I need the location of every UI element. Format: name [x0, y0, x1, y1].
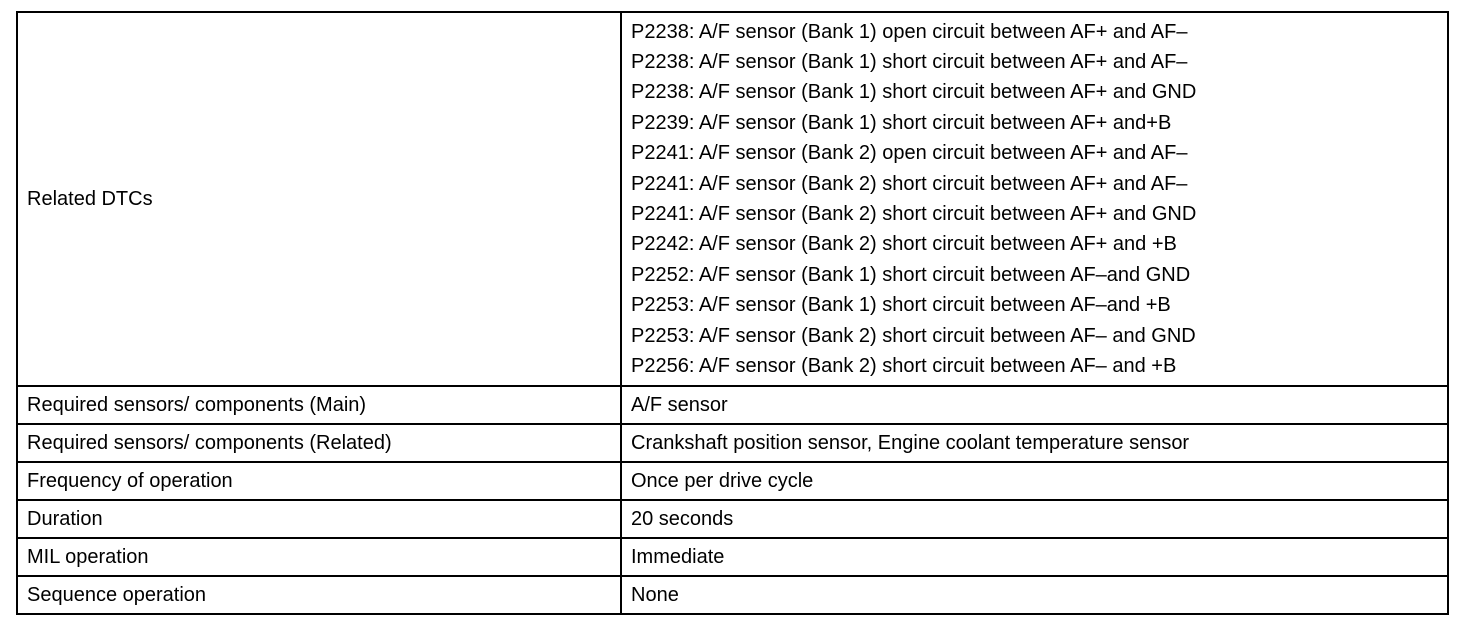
dtc-code: P2241: A/F sensor (Bank 2) short circuit between AF+ and AF–	[631, 172, 1188, 195]
related-dtcs-list	[621, 12, 1448, 386]
row-value: Crankshaft position sensor, Engine coolant temperature sensor	[621, 424, 1448, 462]
dtc-code: P2253: A/F sensor (Bank 1) short circuit between AF–and +B	[631, 294, 1171, 317]
duration-row	[17, 500, 1448, 538]
dtc-code: P2241: A/F sensor (Bank 2) open circuit between AF+ and AF–	[631, 142, 1188, 165]
row-label: Sequence operation	[17, 576, 621, 614]
dtc-code: P2242: A/F sensor (Bank 2) short circuit between AF+ and +B	[631, 233, 1177, 256]
row-label: Duration	[17, 500, 621, 538]
row-label: Frequency of operation	[17, 462, 621, 500]
dtc-code: P2238: A/F sensor (Bank 1) short circuit between AF+ and GND	[631, 81, 1197, 104]
row-value: Immediate	[621, 538, 1448, 576]
dtc-code: P2256: A/F sensor (Bank 2) short circuit between AF– and +B	[631, 354, 1177, 377]
row-label: Required sensors/ components (Related)	[17, 424, 621, 462]
dtc-code: P2238: A/F sensor (Bank 1) open circuit between AF+ and AF–	[631, 20, 1188, 43]
row-label: Required sensors/ components (Main)	[17, 386, 621, 424]
row-value: 20 seconds	[621, 500, 1448, 538]
dtc-code: P2239: A/F sensor (Bank 1) short circuit between AF+ and+B	[631, 111, 1172, 134]
row-value: A/F sensor	[621, 386, 1448, 424]
required-related-row	[17, 424, 1448, 462]
row-value: Once per drive cycle	[621, 462, 1448, 500]
frequency-row	[17, 462, 1448, 500]
dtc-code: P2252: A/F sensor (Bank 1) short circuit between AF–and GND	[631, 263, 1191, 286]
related-dtcs-row	[17, 12, 1448, 386]
required-main-row	[17, 386, 1448, 424]
mil-operation-row	[17, 538, 1448, 576]
row-label: MIL operation	[17, 538, 621, 576]
row-value: None	[621, 576, 1448, 614]
spec-table	[16, 11, 1449, 615]
related-dtcs-label: Related DTCs	[17, 12, 621, 386]
dtc-code: P2253: A/F sensor (Bank 2) short circuit between AF– and GND	[631, 324, 1196, 347]
sequence-operation-row	[17, 576, 1448, 614]
dtc-code: P2241: A/F sensor (Bank 2) short circuit between AF+ and GND	[631, 203, 1197, 225]
dtc-code: P2238: A/F sensor (Bank 1) short circuit between AF+ and AF–	[631, 51, 1188, 74]
